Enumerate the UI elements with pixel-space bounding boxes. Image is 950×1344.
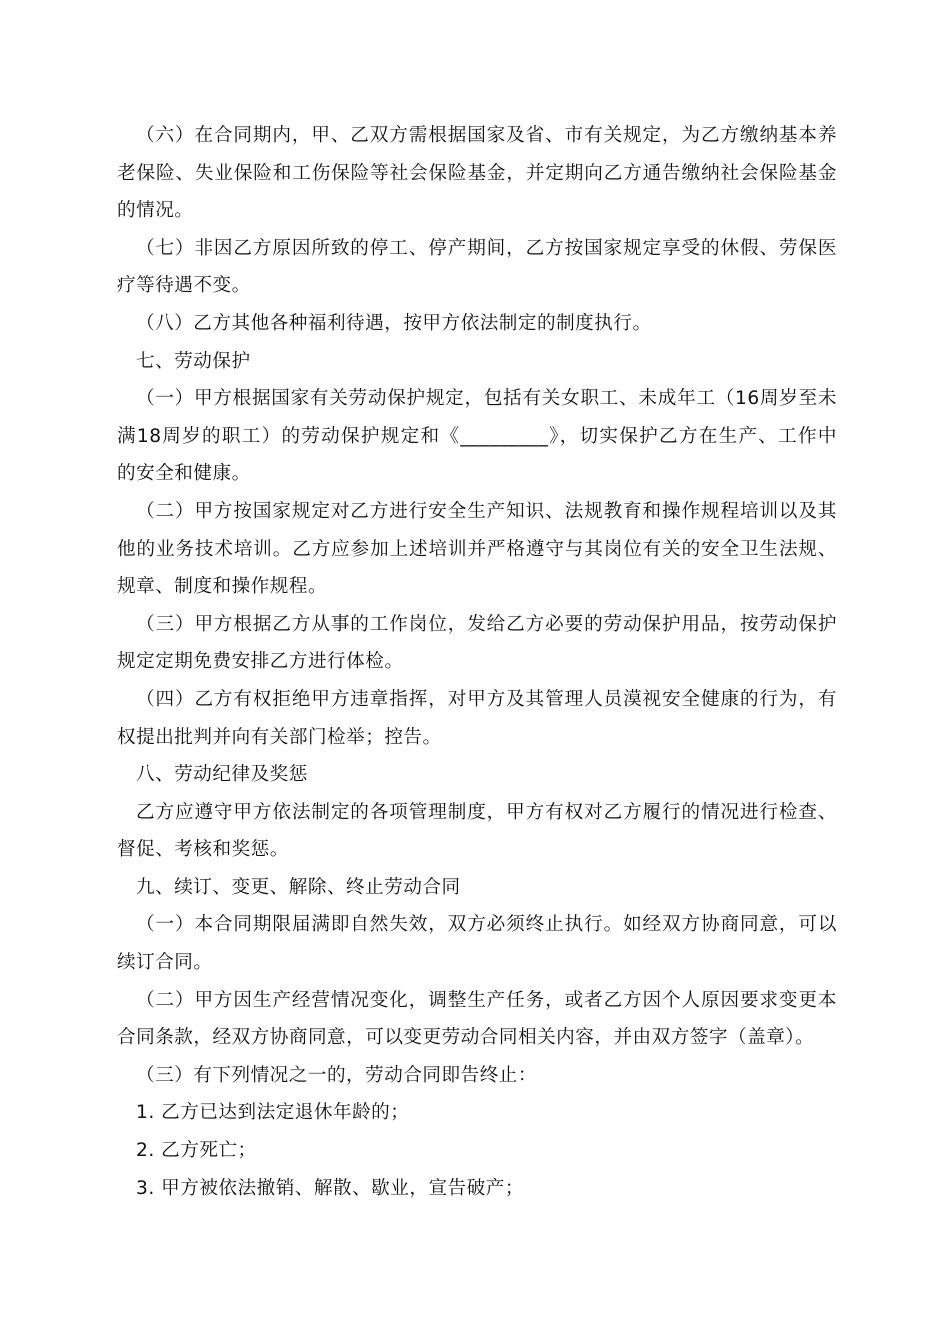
paragraph-line: 他的业务技术培训。乙方应参加上述培训并严格遵守与其岗位有关的安全卫生法规、 xyxy=(117,538,837,560)
paragraph-line: （三）有下列情况之一的，劳动合同即告终止： xyxy=(136,1064,537,1086)
paragraph-line: （六）在合同期内，甲、乙双方需根据国家及省、市有关规定，为乙方缴纳基本养 xyxy=(136,125,837,146)
paragraph-line: 督促、考核和奖惩。 xyxy=(117,839,289,861)
paragraph-line: （三）甲方根据乙方从事的工作岗位，发给乙方必要的劳动保护用品，按劳动保护 xyxy=(136,613,837,635)
section-heading: 七、劳动保护 xyxy=(136,350,251,372)
paragraph-line: 规章、制度和操作规程。 xyxy=(117,576,328,598)
paragraph-line: （一）甲方根据国家有关劳动保护规定，包括有关女职工、未成年工（16周岁至未 xyxy=(136,388,837,410)
list-item: 1. 乙方已达到法定退休年龄的； xyxy=(136,1102,410,1124)
section-heading: 九、续订、变更、解除、终止劳动合同 xyxy=(136,876,461,898)
paragraph-line: 乙方应遵守甲方依法制定的各项管理制度，甲方有权对乙方履行的情况进行检查、 xyxy=(136,801,837,823)
paragraph-line: （四）乙方有权拒绝甲方违章指挥，对甲方及其管理人员漠视安全健康的行为，有 xyxy=(136,688,837,710)
section-heading: 八、劳动纪律及奖惩 xyxy=(136,764,308,786)
list-item: 3. 甲方被依法撤销、解散、歇业，宣告破产； xyxy=(136,1177,524,1199)
paragraph-line: （二）甲方因生产经营情况变化，调整生产任务，或者乙方因个人原因要求变更本 xyxy=(136,989,837,1011)
paragraph-line: 满18周岁的职工）的劳动保护规定和《_________》，切实保护乙方在生产、工作中 xyxy=(117,425,837,447)
paragraph-line: 疗等待遇不变。 xyxy=(117,275,251,297)
paragraph-line: 的情况。 xyxy=(117,200,194,222)
paragraph-line: 老保险、失业保险和工伤保险等社会保险基金，并定期向乙方通告缴纳社会保险基金 xyxy=(117,162,837,184)
paragraph-line: （八）乙方其他各种福利待遇，按甲方依法制定的制度执行。 xyxy=(136,312,652,334)
paragraph-line: 合同条款，经双方协商同意，可以变更劳动合同相关内容，并由双方签字（盖章）。 xyxy=(117,1027,815,1049)
paragraph-line: 的安全和健康。 xyxy=(117,463,251,485)
list-item: 2. 乙方死亡； xyxy=(136,1140,257,1162)
paragraph-line: （七）非因乙方原因所致的停工、停产期间，乙方按国家规定享受的休假、劳保医 xyxy=(136,237,837,259)
paragraph-line: 续订合同。 xyxy=(117,952,213,974)
document-page xyxy=(117,117,837,1207)
paragraph-line: （一）本合同期限届满即自然失效，双方必须终止执行。如经双方协商同意，可以 xyxy=(136,914,837,936)
paragraph-line: 权提出批判并向有关部门检举；控告。 xyxy=(117,726,442,748)
paragraph-line: 规定定期免费安排乙方进行体检。 xyxy=(117,651,404,673)
paragraph-line: （二）甲方按国家规定对乙方进行安全生产知识、法规教育和操作规程培训以及其 xyxy=(136,500,837,522)
